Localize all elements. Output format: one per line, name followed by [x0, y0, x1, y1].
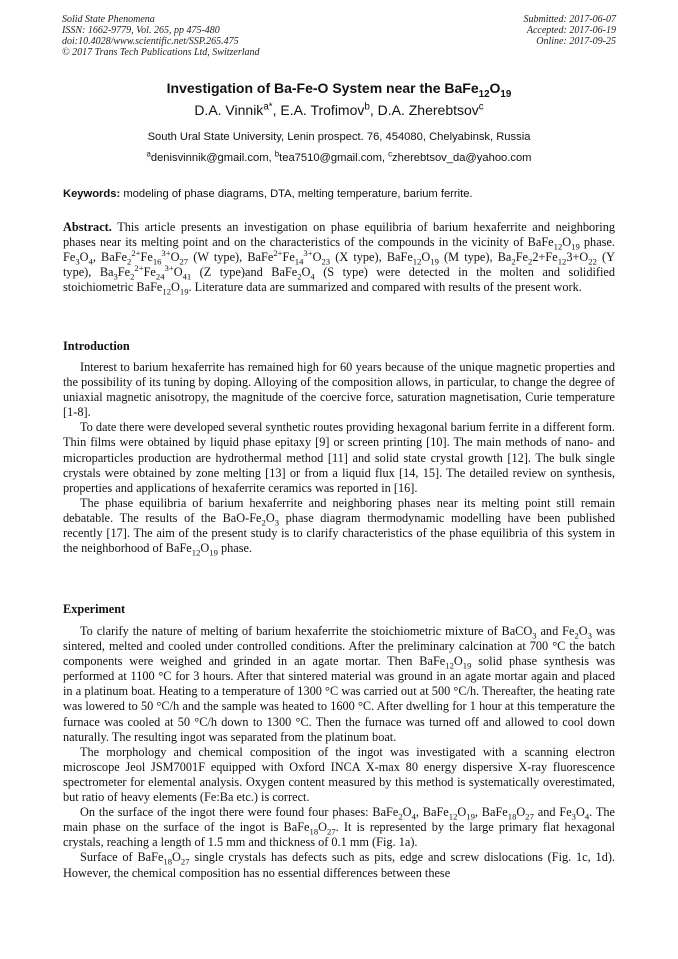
paper-title: Investigation of Ba-Fe-O System near the $BaFe_{12}O_{19}$ — [166, 80, 512, 100]
author-list: D.A. Vinnik$^{a*}$, E.A. Trofimov$^b$, D.A. Zherebtsov$^c$ — [194, 101, 484, 118]
accepted-date: Accepted: 2017-06-19 — [526, 25, 616, 36]
author-emails: $^a$denisvinnik@gmail.com, $^b$tea7510@gmail.com, $^c$zherebtsov_da@yahoo.com — [146, 149, 532, 164]
submitted-date: Submitted: 2017-06-07 — [523, 14, 616, 25]
paragraph: The phase equilibria of barium hexaferrite and neighboring phases near its melting point still remain debatable. The results of the BaO-$Fe_2O_3$ phase diagram thermodynamic modelling have been published recently [17]. The aim of the present study is to clarify characteristics of the phase equilibria of this system in the neighborhood of $BaFe_{12}O_{19}$ phase. — [63, 495, 615, 558]
affiliation: South Ural State University, Lenin prospect. 76, 454080, Chelyabinsk, Russia — [147, 131, 531, 143]
experiment-body — [63, 624, 615, 881]
journal-info — [62, 14, 260, 58]
author: D.A. Vinnik — [194, 102, 264, 118]
paragraph: Interest to barium hexaferrite has remained high for 60 years because of the unique magnetic properties and the possibility of its tuning by doping. Alloying of the composition allows, in particular, to change the degree of uniaxial magnetic anisotropy, the magnitude of the coercive force, saturation magnetisation, Curie temperature [1-8]. — [63, 360, 615, 420]
journal-doi[interactable]: doi:10.4028/www.scientific.net/SSP.265.475 — [62, 36, 239, 47]
section-heading-experiment: Experiment — [63, 602, 126, 616]
email-link[interactable]: tea7510@gmail.com — [279, 152, 382, 164]
online-date: Online: 2017-09-25 — [536, 36, 616, 47]
author: D.A. Zherebtsov — [377, 102, 479, 118]
author: E.A. Trofimov — [280, 102, 365, 118]
paragraph: The morphology and chemical composition of the ingot was investigated with a scanning electron microscope Jeol JSM7001F equipped with Oxford INCA X-max 80 energy dispersive X-ray fluorescence spectrometer for elemental analysis. Oxygen content measured by this method is systematically overestimated, but ratio of heavy elements (Fe:Ba etc.) is correct. — [63, 744, 615, 805]
journal-issn: ISSN: 1662-9779, Vol. 265, pp 475-480 — [62, 25, 220, 36]
introduction-body — [63, 360, 615, 556]
abstract — [63, 220, 615, 295]
keywords: Keywords: modeling of phase diagrams, DTA, melting temperature, barium ferrite. — [63, 188, 473, 200]
paragraph: On the surface of the ingot there were found four phases: $BaFe_2O_4$, $BaFe_{12}O_{19}$, $BaFe_{18}O_{27}$ and $Fe_3O_4$. The main phase on the surface of the ingot is $BaFe_{18}O_{27}$. It is represented by the large primary flat hexagonal crystals, reaching a length of 1.5 mm and thickness of 0.1 mm (Fig. 1a). — [63, 805, 616, 850]
email-link[interactable]: zherebtsov_da@yahoo.com — [392, 152, 532, 164]
email-link[interactable]: denisvinnik@gmail.com — [150, 152, 269, 164]
section-heading-introduction: Introduction — [63, 339, 130, 353]
paragraph: To date there were developed several synthetic routes providing hexagonal barium ferrite in a different form. Thin films were obtained by liquid phase epitaxy [9] or screen printing [10]. The main methods of nano- and microparticles production are hydrothermal method [11] and solid state crystal growth [12]. The bulk single crystals were obtained by zone melting [13] or from a liquid flux [14, 15]. The detailed review on synthesis, properties and applications of hexaferrite ceramics was reported in [16]. — [63, 420, 615, 495]
journal-name: Solid State Phenomena — [62, 14, 155, 25]
publication-dates — [524, 14, 617, 47]
abstract-label: Abstract. — [63, 220, 112, 234]
journal-copyright: © 2017 Trans Tech Publications Ltd, Switzerland — [62, 47, 260, 58]
paragraph: Surface of $BaFe_{18}O_{27}$ single crystals has defects such as pits, edge and screw dislocations (Fig. 1c, 1d). However, the chemical composition has no essential differences between these — [63, 850, 616, 880]
paragraph: To clarify the nature of melting of barium hexaferrite the stoichiometric mixture of BaCO$_3$ and $Fe_2O_3$ was sintered, melted and cooled under controlled conditions. After the preliminary calcination at 700 °C the batch components were weighed and grinded in an agate mortar. Then $BaFe_{12}O_{19}$ solid phase synthesis was performed at 1100 °C for 3 hours. After that sintered material was ground in an agate mortar again and placed in a platinum boat. Heating to a temperature of 1300 °C was carried out at 500 °C/h. Thereafter, the heating rate was lowered to 50 °C/h and the sample was heated to 1600 °C. After dwelling for 1 hour at this temperature the furnace was cooled at 50 °C/h down to 1300 °C. Then the furnace was turned off and allowed to cool down naturally. The resulting ingot was separated from the platinum boat. — [63, 624, 616, 744]
abstract-text: Abstract. This article presents an investigation on phase equilibria of barium hexaferrite and neighboring phases near its melting point and on the characteristics of the compounds in the vicinity of $BaFe_{12}O_{19}$ phase. $Fe_3O_4$, $BaFe_2^{2+}Fe_{16}^{3+}O_{27}$ (W type), $BaFe^{2+}Fe_{14}^{3+}O_{23}$ (X type), $BaFe_{12}O_{19}$ (M type), $Ba_2Fe_22+Fe_{12}3+O_{22}$ (Y type), $Ba_3Fe_2^{2+}Fe_{24}^{3+}O_{41}$ (Z type)and $BaFe_2O_4$ (S type) were detected in the molten and solidified stoichiometric $BaFe_{12}O_{19}$. Literature data are summarized and compared with results of the present work. — [63, 220, 616, 297]
